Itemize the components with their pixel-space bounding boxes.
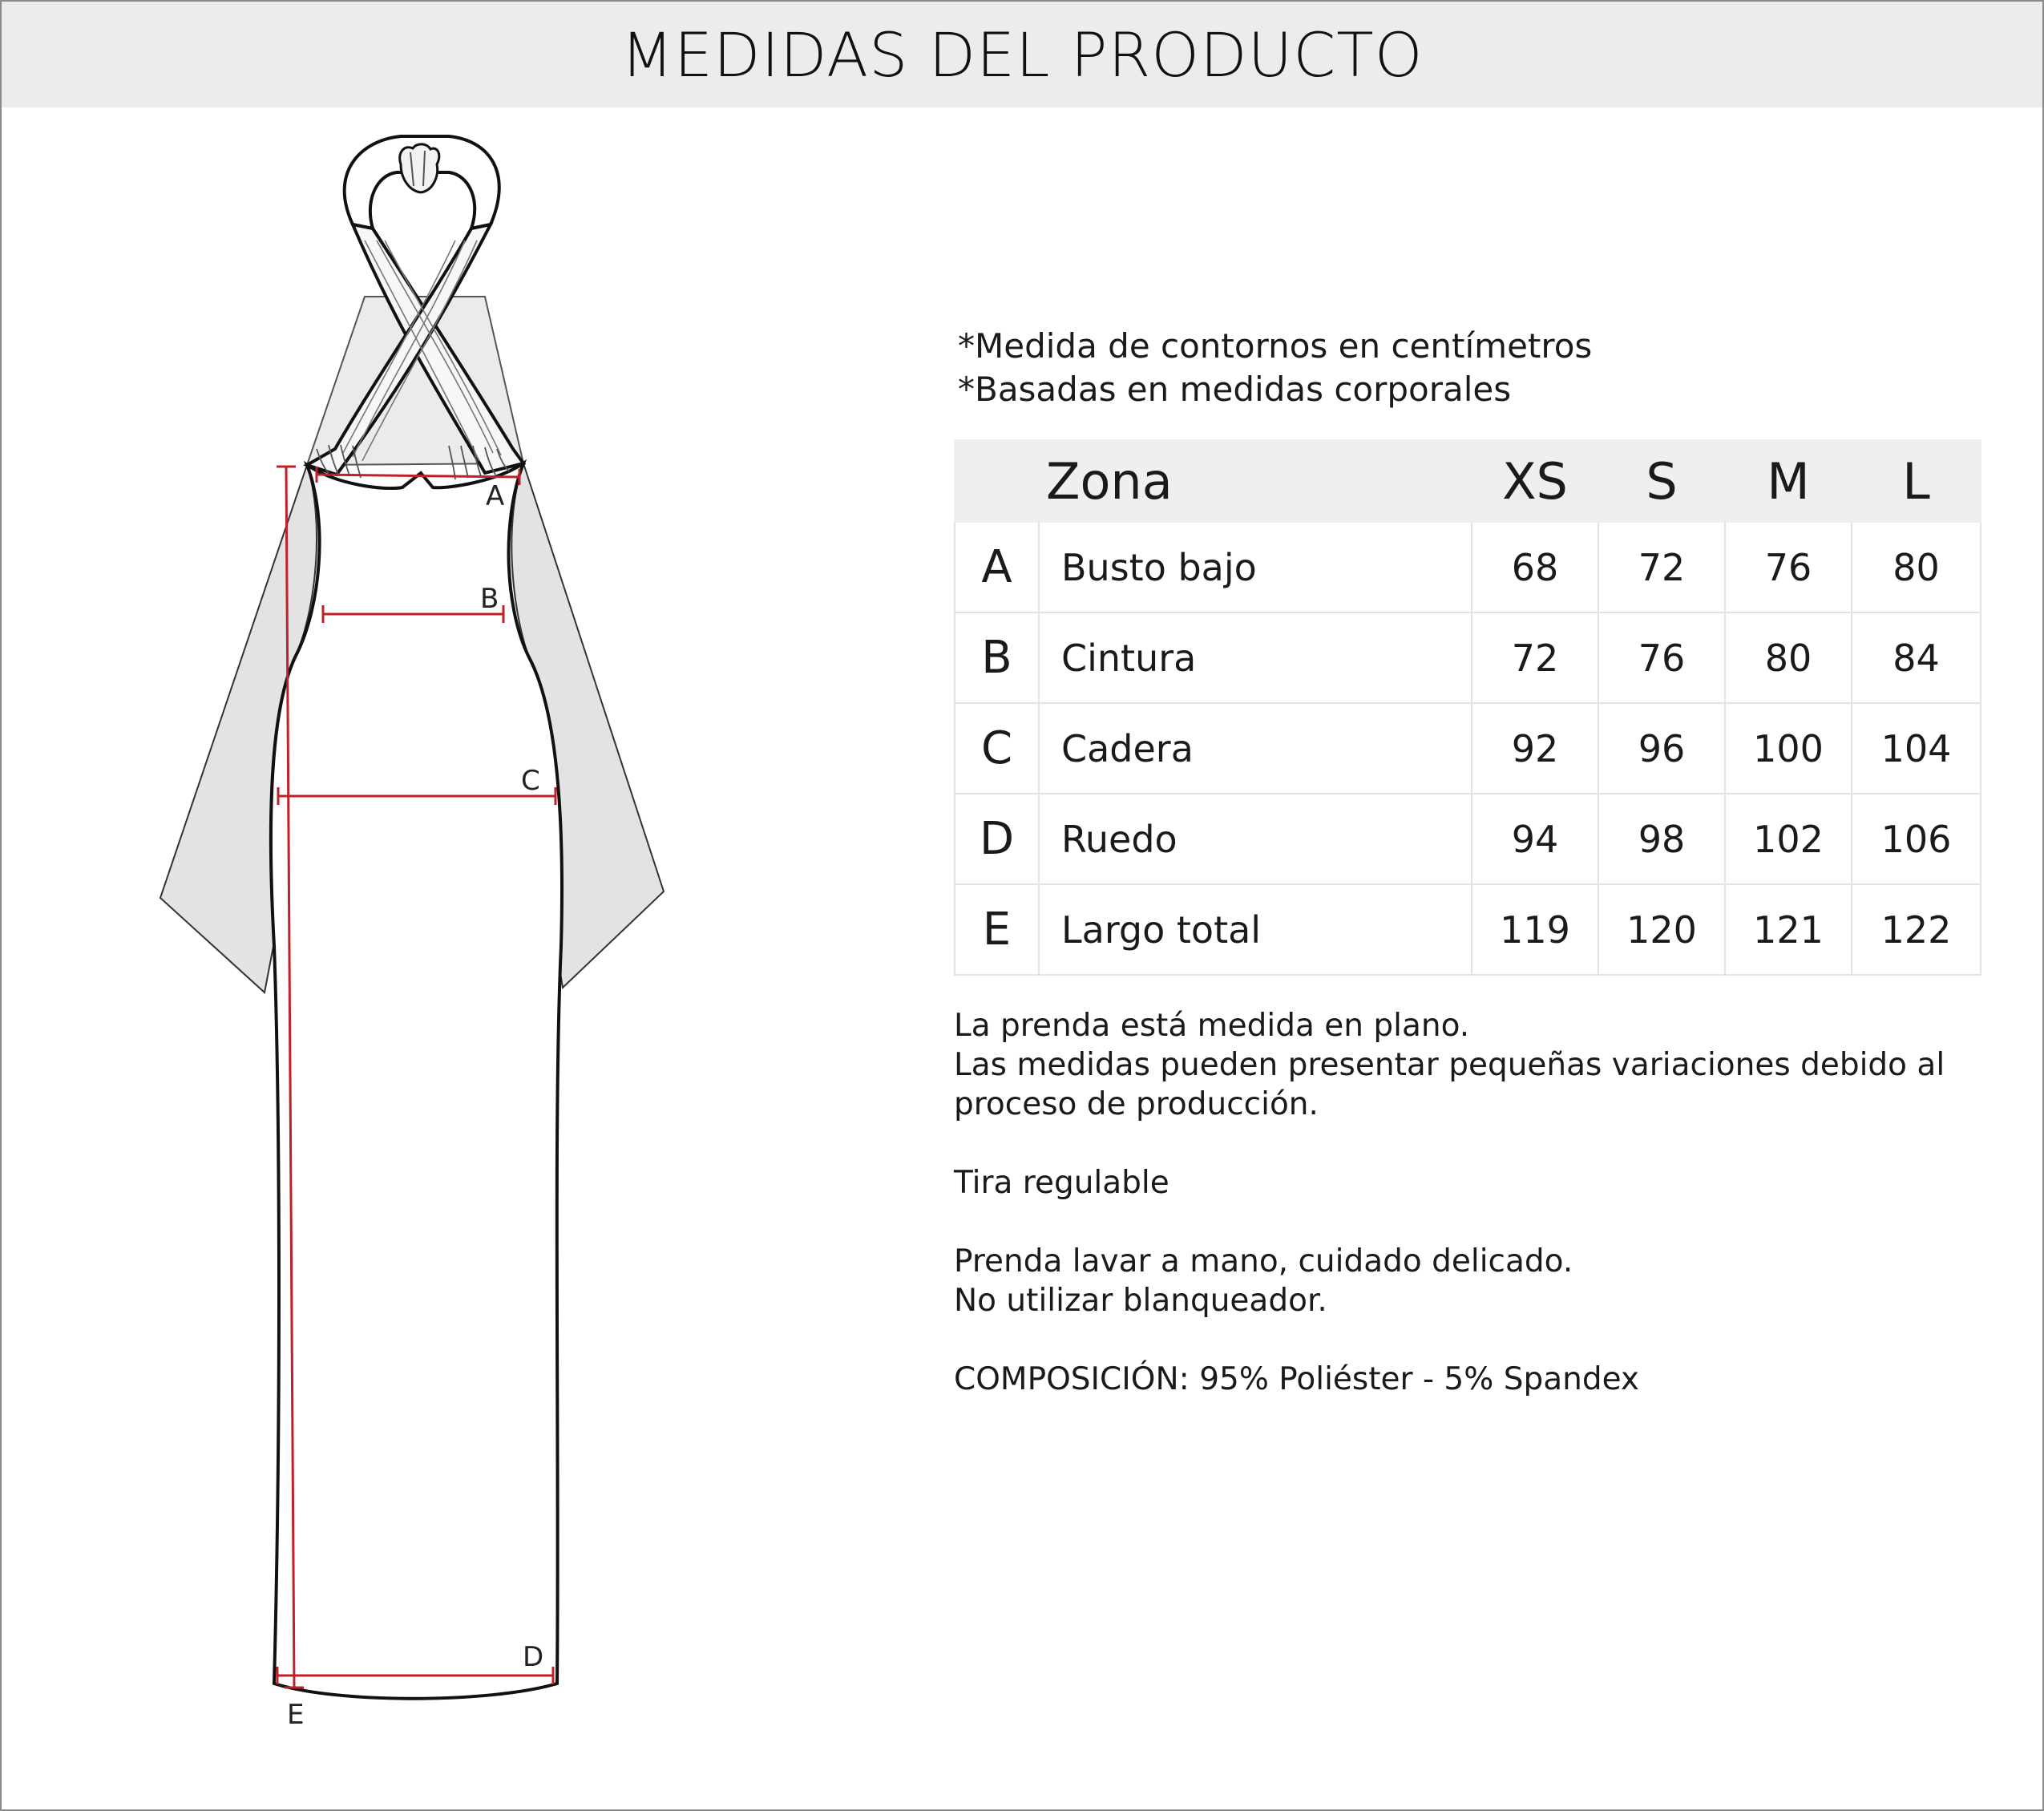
value-xs: 72 — [1472, 612, 1598, 703]
value-l: 84 — [1852, 612, 1981, 703]
value-l: 80 — [1852, 522, 1981, 612]
value-s: 98 — [1598, 794, 1725, 884]
zone-header: Zona — [1039, 440, 1472, 522]
value-l: 122 — [1852, 884, 1981, 975]
table-row — [955, 522, 1981, 612]
value-m: 80 — [1725, 612, 1852, 703]
label-a: A — [486, 480, 505, 512]
value-xs: 94 — [1472, 794, 1598, 884]
size-header-xs: XS — [1472, 440, 1598, 522]
row-zone: Cintura — [1039, 612, 1472, 703]
value-s: 76 — [1598, 612, 1725, 703]
variation-text-1: Las medidas pueden presentar pequeñas variaciones debido al — [954, 1047, 1945, 1083]
table-row — [955, 884, 1981, 975]
row-letter: A — [955, 522, 1039, 612]
value-s: 96 — [1598, 703, 1725, 794]
label-d: D — [523, 1641, 544, 1673]
header-bar — [2, 2, 2042, 107]
value-l: 106 — [1852, 794, 1981, 884]
value-m: 121 — [1725, 884, 1852, 975]
label-b: B — [480, 583, 499, 615]
row-zone: Largo total — [1039, 884, 1472, 975]
value-xs: 92 — [1472, 703, 1598, 794]
page-title: MEDIDAS DEL PRODUCTO — [620, 19, 1424, 91]
size-table-header — [955, 440, 1981, 522]
row-zone: Busto bajo — [1039, 522, 1472, 612]
value-s: 72 — [1598, 522, 1725, 612]
value-l: 104 — [1852, 703, 1981, 794]
strap-text: Tira regulable — [954, 1165, 1169, 1201]
table-row — [955, 794, 1981, 884]
dress-body — [271, 463, 562, 1699]
variation-text-2: proceso de producción. — [954, 1086, 1319, 1122]
table-row — [955, 703, 1981, 794]
size-table — [954, 439, 1981, 976]
value-xs: 119 — [1472, 884, 1598, 975]
table-row — [955, 612, 1981, 703]
note-line: *Medida de contornos en centímetros — [958, 326, 1593, 366]
row-letter: B — [955, 612, 1039, 703]
note-line: *Basadas en medidas corporales — [958, 370, 1512, 409]
row-zone: Ruedo — [1039, 794, 1472, 884]
row-zone: Cadera — [1039, 703, 1472, 794]
size-header-s: S — [1598, 440, 1725, 522]
label-c: C — [521, 765, 540, 797]
size-header-l: L — [1852, 440, 1981, 522]
size-header-m: M — [1725, 440, 1852, 522]
measured-flat-text: La prenda está medida en plano. — [954, 1008, 1470, 1044]
measurement-notes — [958, 325, 1592, 411]
value-xs: 68 — [1472, 522, 1598, 612]
dress-drawing — [120, 120, 697, 1748]
care-text-2: No utilizar blanqueador. — [954, 1283, 1327, 1319]
product-info — [954, 1006, 1945, 1399]
measure-line-a — [317, 475, 519, 477]
neck-knot — [400, 144, 439, 192]
value-m: 100 — [1725, 703, 1852, 794]
header-letter-cell — [955, 440, 1039, 522]
care-text-1: Prenda lavar a mano, cuidado delicado. — [954, 1243, 1573, 1279]
value-m: 102 — [1725, 794, 1852, 884]
row-letter: E — [955, 884, 1039, 975]
row-letter: C — [955, 703, 1039, 794]
composition-text: COMPOSICIÓN: 95% Poliéster - 5% Spandex — [954, 1361, 1639, 1397]
value-s: 120 — [1598, 884, 1725, 975]
label-e: E — [287, 1699, 305, 1731]
value-m: 76 — [1725, 522, 1852, 612]
row-letter: D — [955, 794, 1039, 884]
